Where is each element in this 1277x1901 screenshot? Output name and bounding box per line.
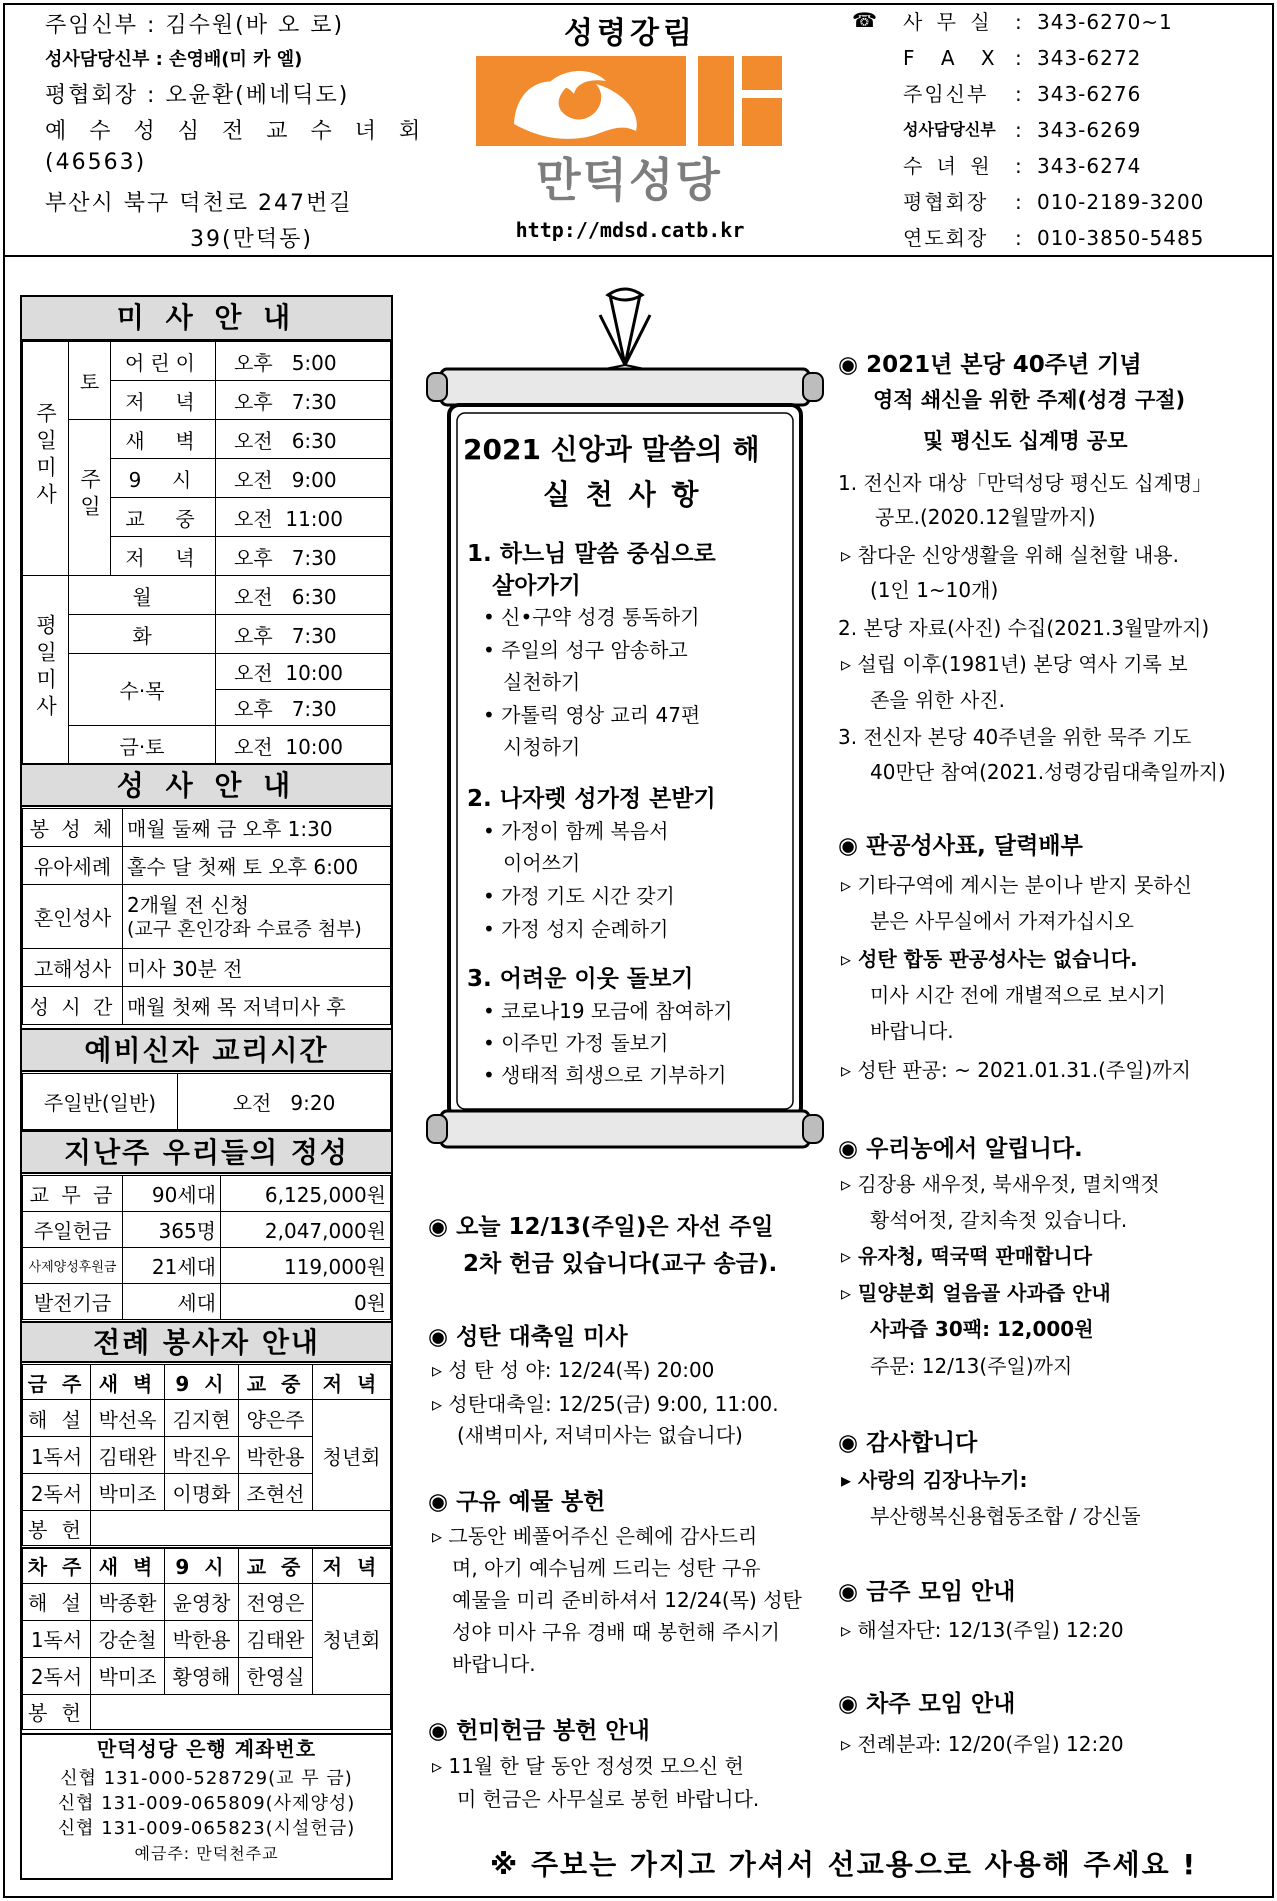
- sunday-mass-label: 주일미사: [23, 342, 69, 576]
- mass-name: 새 벽: [111, 420, 216, 459]
- phone-icon: ☎: [852, 8, 877, 32]
- servers-head: 9 시: [165, 1548, 239, 1583]
- notice-confession-calendar: ◉ 판공성사표, 달력배부: [838, 833, 1083, 859]
- notice-item: 부산행복신용협동조합 / 강신돌: [870, 1504, 1141, 1528]
- role: 2독서: [23, 1474, 91, 1511]
- catechumen-class: 주일반(일반): [23, 1074, 178, 1130]
- offering-count: 90세대: [123, 1176, 221, 1212]
- role: 봉 헌: [23, 1511, 91, 1546]
- sacrament-schedule: 매월 첫째 목 저녁미사 후: [123, 987, 391, 1025]
- notice-item: 공모.(2020.12월말까지): [875, 505, 1096, 529]
- page-title: 성령강림: [564, 16, 696, 51]
- sisters-line: 예 수 성 심 전 교 수 녀 회: [45, 119, 429, 144]
- scroll-title: 2021 신앙과 말씀의 해: [463, 433, 760, 466]
- server-name: 박미조: [91, 1657, 165, 1694]
- parish-logo: [476, 56, 782, 206]
- offering-type: 발전기금: [23, 1284, 123, 1320]
- notice-item: (1인 1~10개): [870, 578, 999, 602]
- server-name: 강순철: [91, 1620, 165, 1657]
- offering-count: 21세대: [123, 1248, 221, 1284]
- notice-40th-anniversary: ◉ 2021년 본당 40주년 기념: [838, 352, 1142, 378]
- notice-item: ▹ 밀양분회 얼음골 사과즙 안내: [841, 1281, 1111, 1305]
- scroll-item: • 가정 기도 시간 갖기: [483, 884, 675, 908]
- scroll-section-1b: 살아가기: [492, 573, 581, 599]
- server-name: 양은주: [239, 1400, 313, 1437]
- bank-account: 신협 131-000-528729(교 무 금): [60, 1768, 353, 1789]
- mass-time: 오전 11:00: [216, 498, 391, 537]
- notice-item: 바랍니다.: [870, 1019, 954, 1043]
- left-column: [20, 295, 393, 1880]
- catechumen-title: 예비신자 교리시간: [22, 1028, 391, 1072]
- sacrament-name: 고해성사: [23, 949, 123, 987]
- server-name: 박종환: [91, 1583, 165, 1620]
- notice-item: 바랍니다.: [452, 1652, 536, 1676]
- mass-name: 금·토: [69, 726, 216, 765]
- sacrament-title: 성 사 안 내: [22, 763, 391, 807]
- mass-name: 저 녁: [111, 537, 216, 576]
- website-url[interactable]: http://mdsd.catb.kr: [515, 218, 745, 242]
- offering-amount: 119,000원: [221, 1248, 391, 1284]
- scroll-section-3: 3. 어려운 이웃 돌보기: [467, 966, 694, 992]
- notice-item: ▸ 사랑의 김장나누기:: [841, 1468, 1028, 1492]
- sacrament-name: 유아세례: [23, 847, 123, 885]
- server-name: 윤영창: [165, 1583, 239, 1620]
- mass-time: 오전 10:00: [216, 726, 391, 765]
- server-name: 박진우: [165, 1437, 239, 1474]
- servers-head: 교 중: [239, 1365, 313, 1400]
- sacrament-schedule: 미사 30분 전: [123, 949, 391, 987]
- pastor-line: 주임신부 : 김수원(바 오 로): [45, 13, 345, 38]
- sacrament-schedule: 2개월 전 신청 (교구 혼인강좌 수료증 첨부): [123, 885, 391, 949]
- servers-head: 9 시: [165, 1365, 239, 1400]
- address-line-1: 부산시 북구 덕천로 247번길: [45, 191, 353, 216]
- mass-name: 월: [69, 576, 216, 615]
- offertory-servers: [91, 1694, 391, 1729]
- offering-amount: 6,125,000원: [221, 1176, 391, 1212]
- sacrament-schedule: 홀수 달 첫째 토 오후 6:00: [123, 847, 391, 885]
- notice-woori-nong: ◉ 우리농에서 알립니다.: [838, 1136, 1083, 1162]
- notice-charity-sunday-2: 2차 헌금 있습니다(교구 송금).: [463, 1251, 778, 1277]
- notice-item: ▹ 설립 이후(1981년) 본당 역사 기록 보: [841, 652, 1188, 676]
- bank-title: 만덕성당 은행 계좌번호: [96, 1737, 317, 1761]
- notice-christmas-mass: ◉ 성탄 대축일 미사: [428, 1324, 628, 1350]
- scroll-item: • 주일의 성구 암송하고: [483, 638, 688, 662]
- notice-item: 예물을 미리 준비하셔서 12/24(목) 성탄: [452, 1588, 802, 1612]
- notice-item: 미사 시간 전에 개별적으로 보시기: [870, 983, 1166, 1007]
- notice-item: ▹ 해설자단: 12/13(주일) 12:20: [841, 1618, 1124, 1642]
- role: 1독서: [23, 1437, 91, 1474]
- server-name: 박한용: [239, 1437, 313, 1474]
- mass-name: 교 중: [111, 498, 216, 537]
- postal-code: (46563): [45, 150, 147, 175]
- sacrament-name: 성 시 간: [23, 987, 123, 1025]
- notice-item: 분은 사무실에서 가져가십시오: [870, 909, 1134, 933]
- server-name: 박선옥: [91, 1400, 165, 1437]
- scroll-section-1: 1. 하느님 말씀 중심으로: [467, 541, 716, 567]
- server-name: 한영실: [239, 1657, 313, 1694]
- scroll-item: • 이주민 가정 돌보기: [483, 1031, 669, 1055]
- notice-item: ▹ 전례분과: 12/20(주일) 12:20: [841, 1732, 1124, 1756]
- offering-count: 365명: [123, 1212, 221, 1248]
- notice-item: 사과즙 30팩: 12,000원: [870, 1317, 1094, 1341]
- mass-time: 오전 9:00: [216, 459, 391, 498]
- footer-notice: ※ 주보는 가지고 가셔서 선교용으로 사용해 주세요 !: [490, 1848, 1198, 1881]
- mass-name: 저 녁: [111, 381, 216, 420]
- notice-item: ▹ 성탄대축일: 12/25(금) 9:00, 11:00.: [432, 1392, 779, 1416]
- mass-name: 9 시: [111, 459, 216, 498]
- mass-time: 오후 7:30: [216, 537, 391, 576]
- offering-type: 사제양성후원금: [23, 1248, 123, 1284]
- server-name: 박한용: [165, 1620, 239, 1657]
- evening-group: 청년회: [313, 1400, 391, 1511]
- notice-item: 며, 아기 예수님께 드리는 성탄 구유: [452, 1556, 761, 1580]
- notice-item: 2. 본당 자료(사진) 수집(2021.3월말까지): [838, 616, 1210, 640]
- notice-item: (새벽미사, 저녁미사는 없습니다): [457, 1423, 743, 1447]
- server-name: 김지현: [165, 1400, 239, 1437]
- notice-item: 황석어젓, 갈치속젓 있습니다.: [870, 1208, 1128, 1232]
- servers-head: 새 벽: [91, 1365, 165, 1400]
- account-holder: 예금주: 만덕천주교: [134, 1844, 279, 1863]
- servers-head: 교 중: [239, 1548, 313, 1583]
- servers-head: 새 벽: [91, 1548, 165, 1583]
- servers-head: 차 주: [23, 1548, 91, 1583]
- servers-title: 전례 봉사자 안내: [22, 1321, 391, 1363]
- mass-time: 오후 7:30: [216, 615, 391, 654]
- notice-item: 40만단 참여(2021.성령강림대축일까지): [870, 760, 1226, 784]
- notice-crib-offering: ◉ 구유 예물 봉헌: [428, 1489, 606, 1515]
- mass-schedule-title: 미 사 안 내: [22, 297, 391, 341]
- mass-time: 오전 10:00: [216, 654, 391, 690]
- bank-account: 신협 131-009-065809(사제양성): [57, 1793, 356, 1814]
- notice-item: ▹ 성탄 합동 판공성사는 없습니다.: [841, 947, 1138, 971]
- bank-account: 신협 131-009-065823(시설헌금): [57, 1818, 356, 1839]
- role: 해 설: [23, 1583, 91, 1620]
- logo-text: 만덕성당: [536, 153, 722, 206]
- offering-title: 지난주 우리들의 정성: [22, 1130, 391, 1174]
- offering-amount: 2,047,000원: [221, 1212, 391, 1248]
- scroll-item: • 코로나19 모금에 참여하기: [483, 999, 733, 1023]
- address-line-2: 39(만덕동): [190, 227, 313, 252]
- scroll-section-2: 2. 나자렛 성가정 본받기: [467, 786, 716, 812]
- server-name: 황영해: [165, 1657, 239, 1694]
- role: 해 설: [23, 1400, 91, 1437]
- catechumen-table: [22, 1073, 391, 1130]
- offering-amount: 0원: [221, 1284, 391, 1320]
- notice-item: 1. 전신자 대상「만덕성당 평신도 십계명」: [838, 471, 1213, 495]
- saturday-label: 토: [69, 342, 111, 420]
- scroll-item: • 가정 성지 순례하기: [483, 917, 669, 941]
- mass-time: 오후 5:00: [216, 342, 391, 381]
- notice-item: 주문: 12/13(주일)까지: [870, 1354, 1073, 1378]
- server-name: 전영은: [239, 1583, 313, 1620]
- server-name: 조현선: [239, 1474, 313, 1511]
- bank-accounts: [22, 1733, 391, 1866]
- mass-name: 화: [69, 615, 216, 654]
- servers-next-week: [22, 1547, 391, 1730]
- scroll-item: • 가정이 함께 복음서: [483, 819, 669, 843]
- notice-item: ▹ 11월 한 달 동안 정성껏 모으신 헌: [432, 1754, 744, 1778]
- notice-item: 미 헌금은 사무실로 봉헌 바랍니다.: [457, 1787, 760, 1811]
- mass-time: 오전 6:30: [216, 420, 391, 459]
- notice-40th-subtitle: 영적 쇄신을 위한 주제(성경 구절): [873, 388, 1186, 412]
- scroll-item: 이어쓰기: [503, 851, 581, 875]
- notice-40th-subtitle-2: 및 평신도 십계명 공모: [923, 429, 1128, 453]
- offering-type: 교 무 금: [23, 1176, 123, 1212]
- mass-name: 수·목: [69, 654, 216, 726]
- mass-time: 오후 7:30: [216, 381, 391, 420]
- notice-item: ▹ 그동안 베풀어주신 은혜에 감사드리: [432, 1524, 758, 1548]
- notice-rice-offering: ◉ 헌미헌금 봉헌 안내: [428, 1718, 650, 1744]
- notice-thanks: ◉ 감사합니다: [838, 1430, 978, 1456]
- notice-item: 성야 미사 구유 경배 때 봉헌해 주시기: [452, 1620, 780, 1644]
- header-divider: [3, 255, 1274, 257]
- scroll-item: 시청하기: [503, 735, 581, 759]
- server-name: 김태완: [91, 1437, 165, 1474]
- notice-item: ▹ 유자청, 떡국떡 판매합니다: [841, 1244, 1093, 1268]
- notice-item: ▹ 성탄 판공: ~ 2021.01.31.(주일)까지: [841, 1058, 1191, 1082]
- server-name: 박미조: [91, 1474, 165, 1511]
- role: 봉 헌: [23, 1694, 91, 1729]
- servers-head: 저 녁: [313, 1548, 391, 1583]
- notice-item: 존을 위한 사진.: [870, 688, 1005, 712]
- offering-count: 세대: [123, 1284, 221, 1320]
- scroll-subtitle: 실 천 사 항: [543, 478, 702, 511]
- notice-item: ▹ 참다운 신앙생활을 위해 실천할 내용.: [841, 543, 1179, 567]
- offering-table: [22, 1175, 391, 1320]
- servers-head: 금 주: [23, 1365, 91, 1400]
- sacrament-schedule: 매월 둘째 금 오후 1:30: [123, 809, 391, 847]
- mass-name: 어린이: [111, 342, 216, 381]
- scroll-item: • 가톨릭 영상 교리 47편: [483, 703, 701, 727]
- notice-item: 3. 전신자 본당 40주년을 위한 묵주 기도: [838, 725, 1192, 749]
- assistant-priest-line: 성사담당신부 : 손영배(미 카 엘): [45, 49, 303, 70]
- scroll-item: • 신•구약 성경 통독하기: [483, 605, 700, 629]
- mass-time: 오전 6:30: [216, 576, 391, 615]
- role: 1독서: [23, 1620, 91, 1657]
- servers-this-week: [22, 1364, 391, 1546]
- servers-head: 저 녁: [313, 1365, 391, 1400]
- server-name: 김태완: [239, 1620, 313, 1657]
- catechumen-time: 오전 9:20: [178, 1074, 391, 1130]
- notice-item: ▹ 성 탄 성 야: 12/24(목) 20:00: [432, 1358, 715, 1382]
- sacrament-table: [22, 808, 391, 1025]
- notice-next-week-meeting: ◉ 차주 모임 안내: [838, 1691, 1016, 1717]
- mass-time: 오후 7:30: [216, 690, 391, 726]
- notice-this-week-meeting: ◉ 금주 모임 안내: [838, 1579, 1016, 1605]
- evening-group: 청년회: [313, 1583, 391, 1694]
- mass-schedule-table: [22, 341, 391, 765]
- scroll-item: 실천하기: [503, 670, 581, 694]
- sacrament-name: 혼인성사: [23, 885, 123, 949]
- sacrament-name: 봉 성 체: [23, 809, 123, 847]
- role: 2독서: [23, 1657, 91, 1694]
- server-name: 이명화: [165, 1474, 239, 1511]
- scroll-item: • 생태적 희생으로 기부하기: [483, 1063, 727, 1087]
- notice-item: ▹ 기타구역에 계시는 분이나 받지 못하신: [841, 873, 1192, 897]
- notice-item: ▹ 김장용 새우젓, 북새우젓, 멸치액젓: [841, 1172, 1160, 1196]
- council-head-line: 평협회장 : 오윤환(베네딕도): [45, 83, 350, 108]
- weekday-mass-label: 평일미사: [23, 576, 69, 765]
- offertory-servers: [91, 1511, 391, 1546]
- notice-charity-sunday: ◉ 오늘 12/13(주일)은 자선 주일: [428, 1214, 774, 1240]
- offering-type: 주일헌금: [23, 1212, 123, 1248]
- sunday-label: 주일: [69, 420, 111, 576]
